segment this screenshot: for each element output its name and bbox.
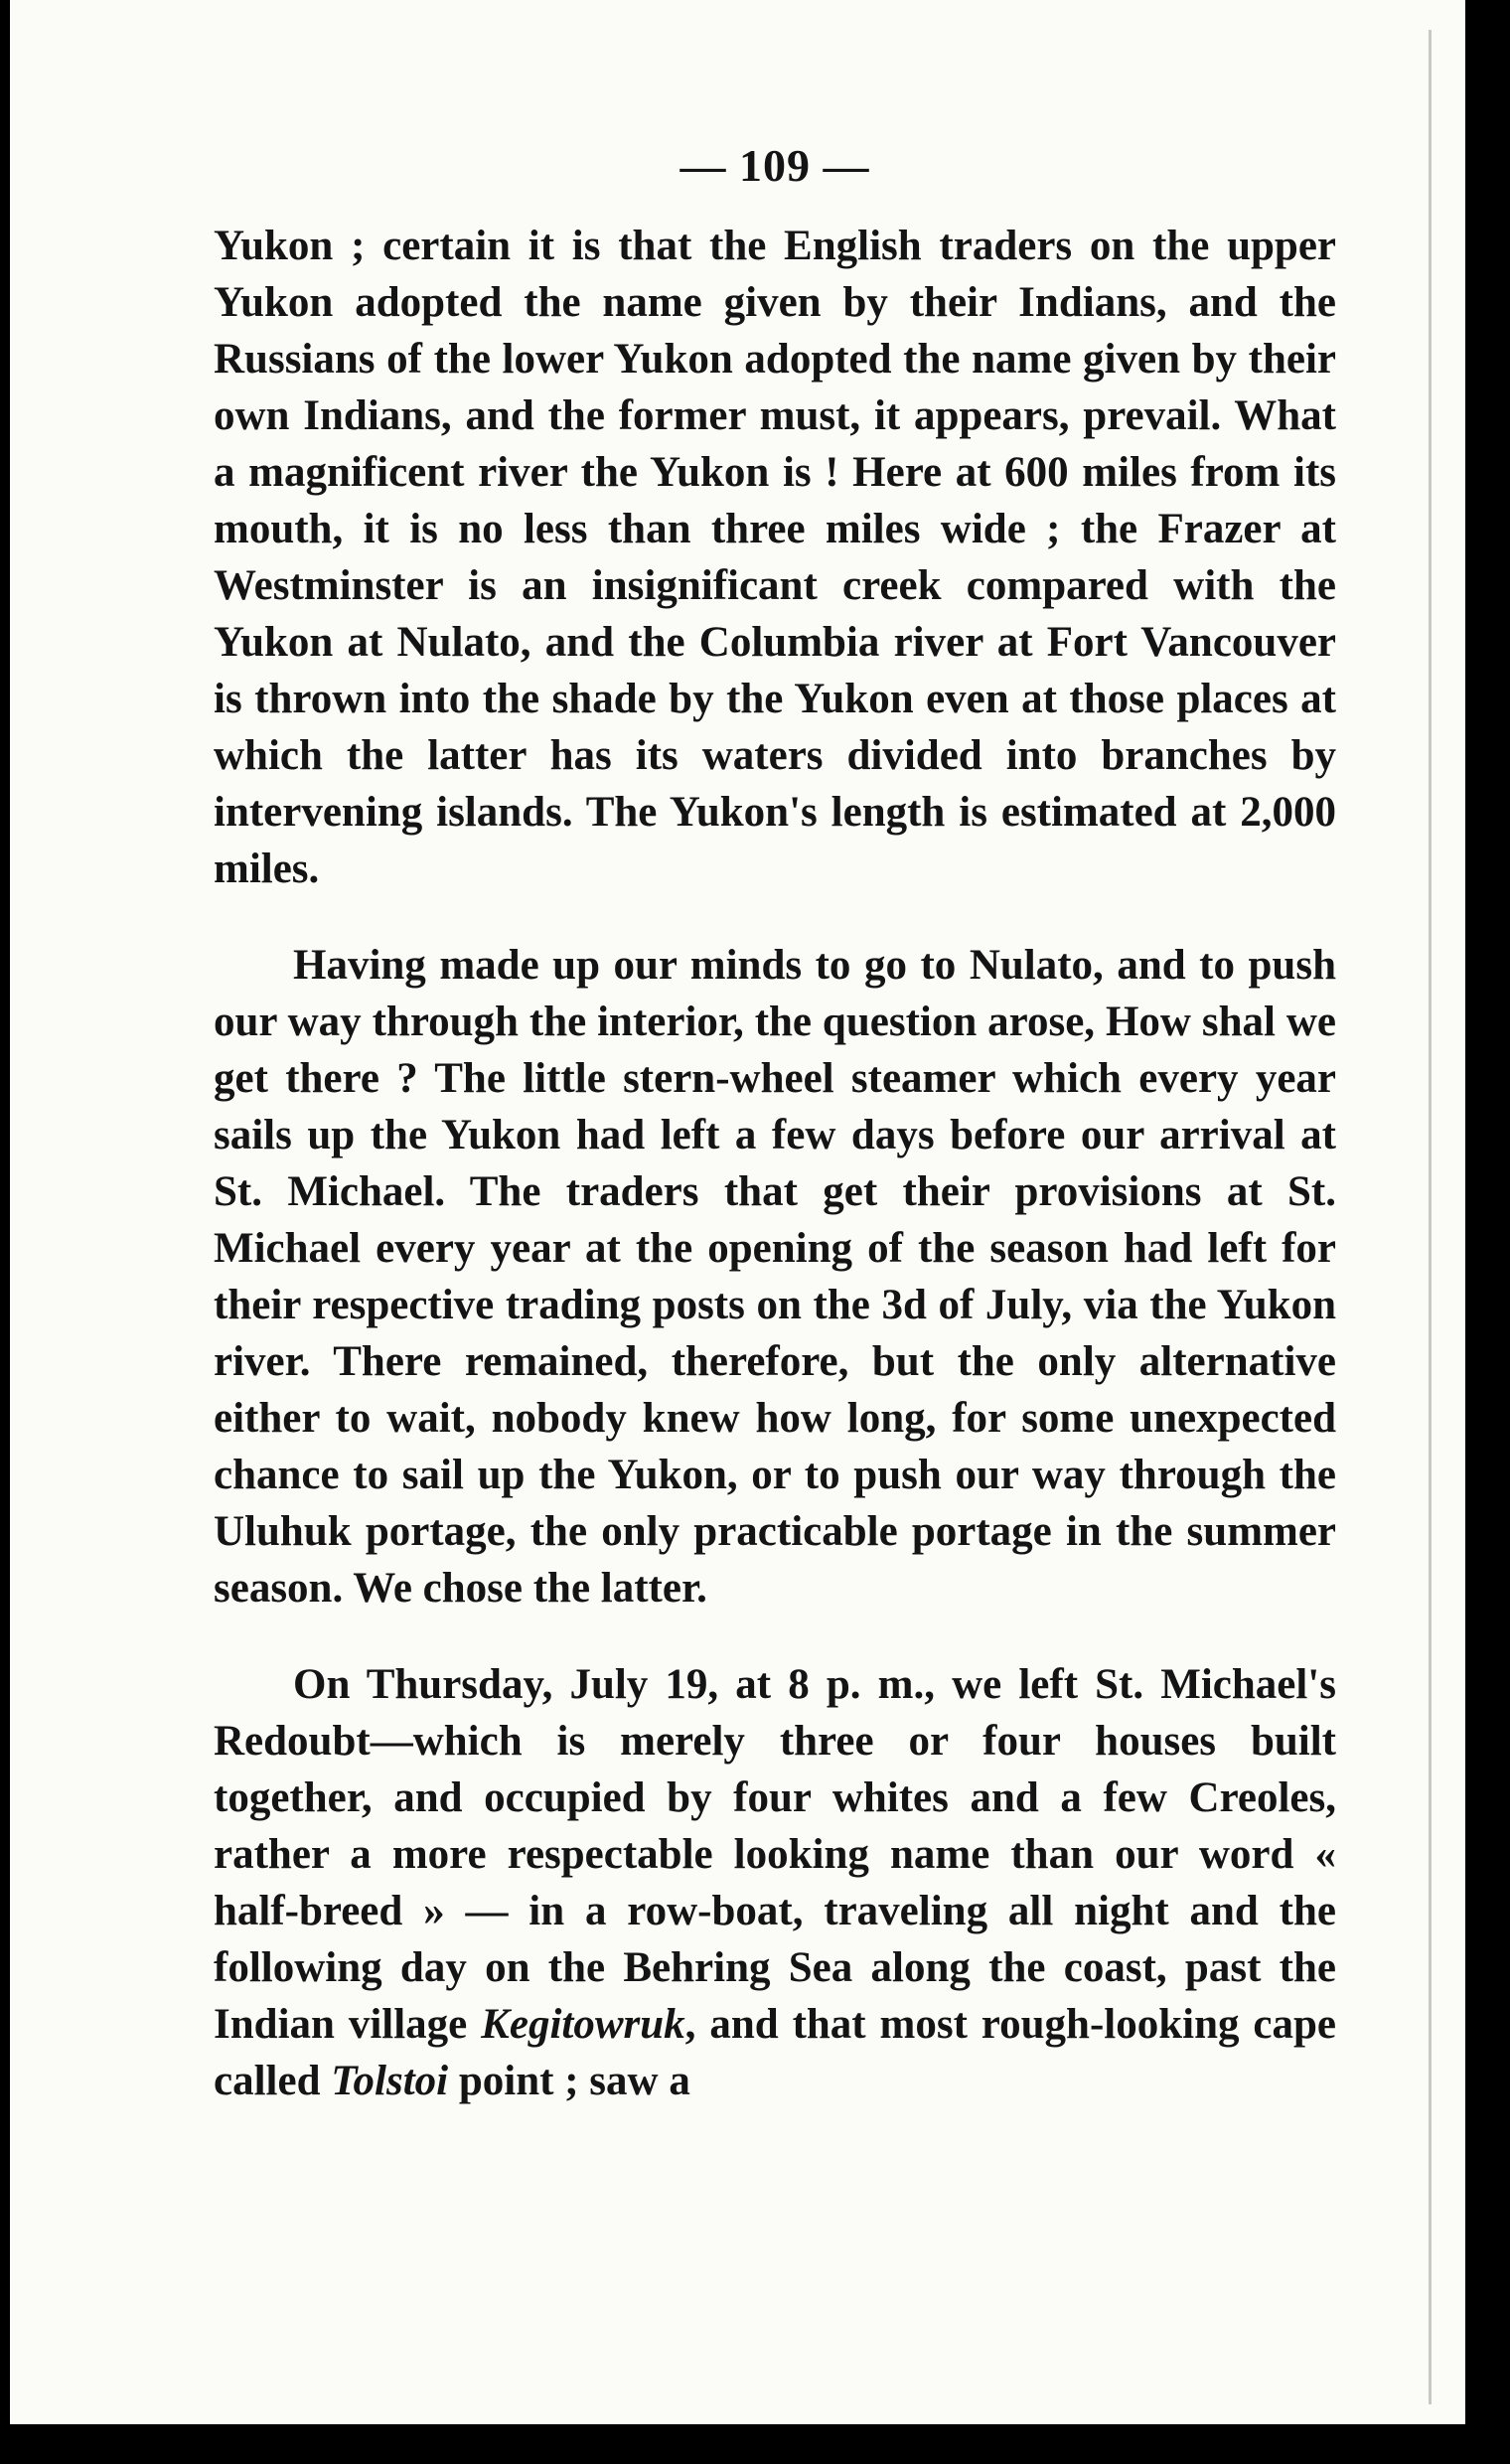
text-column: [214, 139, 1336, 2149]
paragraph-2-text: Having made up our minds to go to Nulato, and to push our way through the interior, the question arose, How shal we get there ? The little stern-wheel steamer which every year sails up the Yukon had left a few days before our arrival at St. Michael. The traders that get their provisions at St. Michael every year at the opening of the season had left for their respective trading posts on the 3d of July, via the Yukon river. There remained, therefore, but the only alternative either to wait, nobody knew how long, for some unexpected chance to sail up the Yukon, or to push our way through the Uluhuk portage, the only practicable portage in the summer season. We chose the latter.: [214, 942, 1336, 1612]
paragraph-1: [214, 218, 1336, 897]
paragraph-1-text: Yukon ; certain it is that the English traders on the upper Yukon adopted the name given by their Indians, and the Russians of the lower Yukon adopted the name given by their own Indians, and the former must, it appears, prevail. What a magnificent river the Yukon is ! Here at 600 miles from its mouth, it is no less than three miles wide ; the Frazer at Westminster is an insignificant creek compared with the Yukon at Nulato, and the Columbia river at Fort Vancouver is thrown into the shade by the Yukon even at those places at which the latter has its waters divided into branches by intervening islands. The Yukon's length is estimated at 2,000 miles.: [214, 223, 1336, 892]
place-name-kegitowruk: Kegitowruk: [481, 2001, 685, 2048]
paragraph-3: [214, 1656, 1336, 2109]
book-page: [10, 0, 1465, 2424]
paragraph-3-text-b: , and that most rough-looking cape called: [214, 2001, 1336, 2104]
paragraph-3-text-a: On Thursday, July 19, at 8 p. m., we left St. Michael's Redoubt—which is merely three or four houses built together, and occupied by four whites and a few Creoles, rather a more respectable looking name than our word « half-breed » — in a row-boat, traveling all night and the following day on the Behring Sea along the coast, past the Indian village: [214, 1661, 1336, 2048]
paragraph-3-text-c: point ; saw a: [448, 2058, 690, 2104]
page-number: — 109 —: [680, 140, 870, 191]
page-edge-line: [1429, 30, 1432, 2404]
paragraph-2: [214, 937, 1336, 1617]
place-name-tolstoi: Tolstoi: [331, 2058, 449, 2104]
